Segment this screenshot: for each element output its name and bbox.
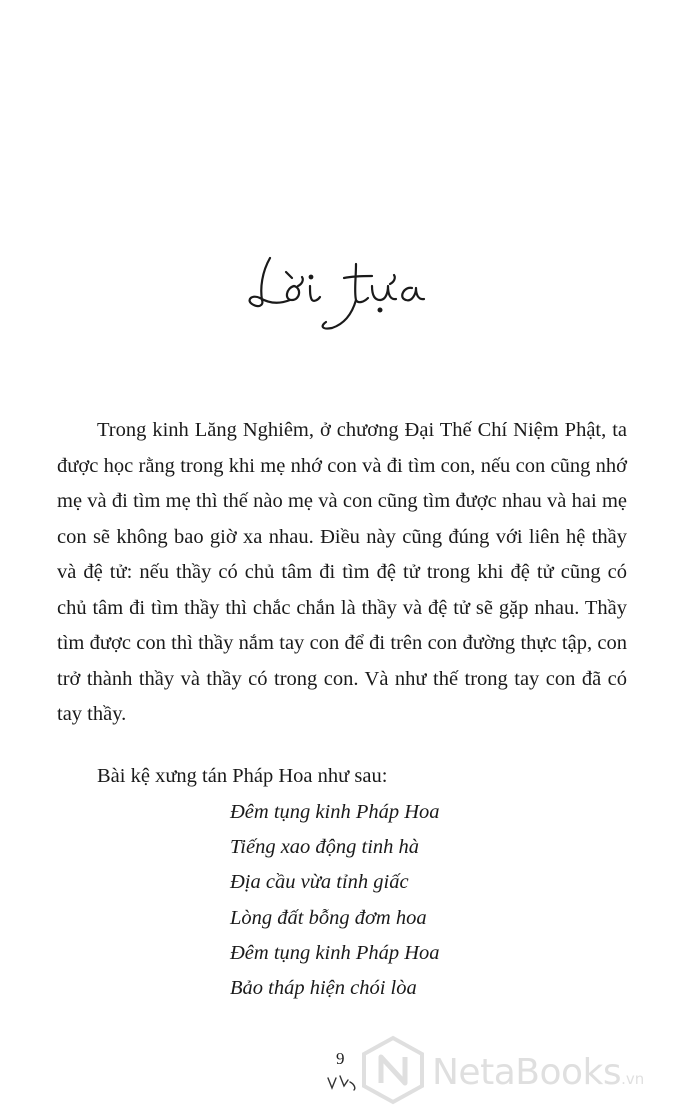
- poem-line: Địa cầu vừa tỉnh giấc: [230, 871, 409, 894]
- page-ornament-icon: [322, 1072, 362, 1094]
- netabooks-logo-icon: [360, 1035, 426, 1105]
- poem-line: Bảo tháp hiện chói lòa: [230, 977, 417, 1000]
- handwritten-title-graphic: [240, 242, 460, 337]
- watermark-brand: NetaBooks: [432, 1052, 622, 1093]
- preface-paragraph: Trong kinh Lăng Nghiêm, ở chương Đại Thế Chí Niệm Phật, ta được học rằng trong khi mẹ nhớ con và đi tìm con, nếu con cũng nhớ mẹ và đi tìm mẹ thì thế nào mẹ và con cũng tìm được nhau và hai mẹ con sẽ không bao giờ xa nhau. Điều này cũng đúng với liên hệ thầy và đệ tử: nếu thầy có chủ tâm đi tìm đệ tử trong khi đệ tử cũng có chủ tâm đi tìm thầy thì chắc chắn là thầy và đệ tử sẽ gặp nhau. Thầy tìm được con thì thầy nắm tay con để đi trên con đường thực tập, con trở thành thầy và thầy có trong con. Và như thế trong tay con đã có tay thầy.: [57, 419, 627, 725]
- watermark: [360, 1035, 695, 1105]
- preface-body: [57, 413, 627, 794]
- poem: [230, 795, 440, 1006]
- poem-intro: Bài kệ xưng tán Pháp Hoa như sau:: [97, 764, 388, 787]
- poem-line: Tiếng xao động tinh hà: [230, 836, 420, 859]
- poem-line: Đêm tụng kinh Pháp Hoa: [230, 801, 440, 823]
- chapter-title: [240, 242, 460, 337]
- poem-line: Lòng đất bỗng đơm hoa: [230, 906, 427, 929]
- watermark-suffix: .vn: [621, 1070, 645, 1088]
- poem-line: Đêm tụng kinh Pháp Hoa: [230, 941, 440, 964]
- watermark-text: [432, 1052, 644, 1093]
- page-number: 9: [336, 1049, 345, 1068]
- chapter-title-text: [240, 242, 241, 243]
